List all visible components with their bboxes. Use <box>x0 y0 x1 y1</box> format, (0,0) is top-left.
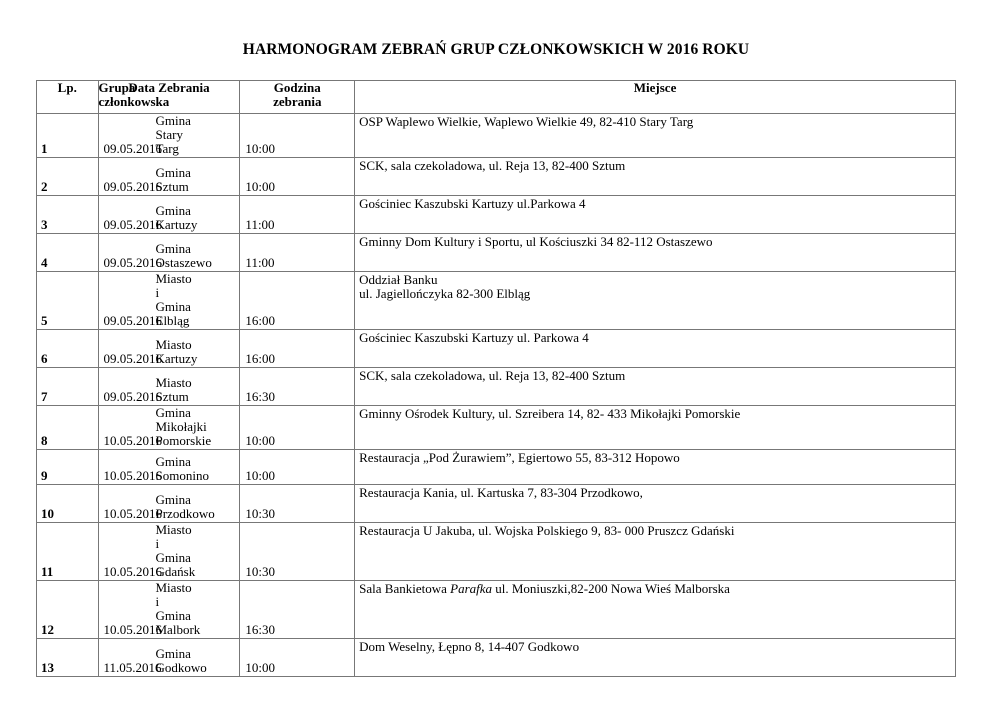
table-row: 12 Miasto i Gmina Malbork 10.05.2016 16:30 Sala Bankietowa Parafka ul. Moniuszki,82-200 Nowa Wieś Malborska <box>37 581 956 639</box>
cell-miejsce-line2: ul. Jagiellończyka 82-300 Elbląg <box>359 286 531 301</box>
cell-miejsce: Restauracja „Pod Żurawiem”, Egiertowo 55, 83-312 Hopowo <box>355 450 956 485</box>
cell-data: 09.05.2016 <box>98 272 240 330</box>
cell-miejsce: Restauracja U Jakuba, ul. Wojska Polskiego 9, 83- 000 Pruszcz Gdański <box>355 523 956 581</box>
cell-data: 09.05.2016 <box>98 234 240 272</box>
table-row: 4 Gmina Ostaszewo 09.05.2016 11:00 Gminny Dom Kultury i Sportu, ul Kościuszki 34 82-112 Ostaszewo <box>37 234 956 272</box>
table-row: 13 Gmina Godkowo 11.05.2016 10:00 Dom Weselny, Łępno 8, 14-407 Godkowo <box>37 639 956 677</box>
cell-godzina: 10:00 <box>240 406 355 450</box>
cell-data: 10.05.2016 <box>98 406 240 450</box>
cell-godzina: 10:00 <box>240 450 355 485</box>
cell-godzina: 10:30 <box>240 523 355 581</box>
table-row: 3 Gmina Kartuzy 09.05.2016 11:00 Gościniec Kaszubski Kartuzy ul.Parkowa 4 <box>37 196 956 234</box>
cell-lp: 1 <box>37 114 99 158</box>
cell-godzina: 10:30 <box>240 485 355 523</box>
meeting-schedule-table <box>36 80 956 677</box>
table-row: 7 Miasto Sztum 09.05.2016 16:30 SCK, sala czekoladowa, ul. Reja 13, 82-400 Sztum <box>37 368 956 406</box>
cell-miejsce-italic: Parafka <box>450 581 493 596</box>
table-header-row: Lp. Grupa członkowska Data Zebrania Godzina zebrania Miejsce <box>37 81 956 114</box>
cell-miejsce: SCK, sala czekoladowa, ul. Reja 13, 82-400 Sztum <box>355 368 956 406</box>
cell-lp: 4 <box>37 234 99 272</box>
table-row: 9 Gmina Somonino 10.05.2016 10:00 Restauracja „Pod Żurawiem”, Egiertowo 55, 83-312 Hopowo <box>37 450 956 485</box>
cell-lp: 13 <box>37 639 99 677</box>
cell-lp: 2 <box>37 158 99 196</box>
cell-lp: 10 <box>37 485 99 523</box>
table-row: 6 Miasto Kartuzy 09.05.2016 16:00 Gościniec Kaszubski Kartuzy ul. Parkowa 4 <box>37 330 956 368</box>
cell-godzina: 16:00 <box>240 272 355 330</box>
cell-lp: 5 <box>37 272 99 330</box>
document-title: HARMONOGRAM ZEBRAŃ GRUP CZŁONKOWSKICH W 2016 ROKU <box>242 41 750 58</box>
table-row: 10 Gmina Przodkowo 10.05.2016 10:30 Restauracja Kania, ul. Kartuska 7, 83-304 Przodkowo, <box>37 485 956 523</box>
cell-miejsce: Gminny Ośrodek Kultury, ul. Szreibera 14, 82- 433 Mikołajki Pomorskie <box>355 406 956 450</box>
cell-godzina: 10:00 <box>240 639 355 677</box>
cell-miejsce: Restauracja Kania, ul. Kartuska 7, 83-304 Przodkowo, <box>355 485 956 523</box>
cell-miejsce-text: Sala Bankietowa <box>359 581 451 596</box>
header-lp: Lp. <box>37 81 99 114</box>
cell-data: 10.05.2016 <box>98 485 240 523</box>
cell-miejsce: Gminny Dom Kultury i Sportu, ul Kościuszki 34 82-112 Ostaszewo <box>355 234 956 272</box>
cell-lp: 11 <box>37 523 99 581</box>
cell-data: 11.05.2016 <box>98 639 240 677</box>
table-row: 11 Miasto i Gmina Gdańsk 10.05.2016 10:30 Restauracja U Jakuba, ul. Wojska Polskiego 9, 83- 000 Pruszcz Gdański <box>37 523 956 581</box>
cell-miejsce: OSP Waplewo Wielkie, Waplewo Wielkie 49, 82-410 Stary Targ <box>355 114 956 158</box>
table-row: 5 Miasto i Gmina Elbląg 09.05.2016 16:00 Oddział Banku ul. Jagiellończyka 82-300 Elbląg <box>37 272 956 330</box>
cell-miejsce: Dom Weselny, Łępno 8, 14-407 Godkowo <box>355 639 956 677</box>
cell-lp: 3 <box>37 196 99 234</box>
cell-godzina: 10:00 <box>240 114 355 158</box>
cell-miejsce <box>355 272 956 330</box>
header-godzina-line1: Godzina <box>273 80 321 95</box>
cell-data: 09.05.2016 <box>98 330 240 368</box>
cell-data: 09.05.2016 <box>98 196 240 234</box>
cell-godzina: 16:00 <box>240 330 355 368</box>
cell-miejsce: Gościniec Kaszubski Kartuzy ul. Parkowa 4 <box>355 330 956 368</box>
cell-lp: 6 <box>37 330 99 368</box>
header-godzina <box>240 81 355 114</box>
cell-miejsce: Gościniec Kaszubski Kartuzy ul.Parkowa 4 <box>355 196 956 234</box>
cell-miejsce <box>355 581 956 639</box>
cell-data: 09.05.2016 <box>98 368 240 406</box>
cell-data: 10.05.2016 <box>98 523 240 581</box>
header-godzina-line2: zebrania <box>273 94 322 109</box>
cell-lp: 7 <box>37 368 99 406</box>
cell-miejsce-line1: Oddział Banku <box>359 272 438 287</box>
cell-data: 10.05.2016 <box>98 450 240 485</box>
table-row: 1 Gmina Stary Targ 09.05.2016 10:00 OSP Waplewo Wielkie, Waplewo Wielkie 49, 82-410 Stary Targ <box>37 114 956 158</box>
cell-godzina: 11:00 <box>240 234 355 272</box>
cell-lp: 12 <box>37 581 99 639</box>
cell-godzina: 16:30 <box>240 581 355 639</box>
cell-miejsce-text-after: ul. Moniuszki,82-200 Nowa Wieś Malborska <box>492 581 730 596</box>
cell-miejsce: SCK, sala czekoladowa, ul. Reja 13, 82-400 Sztum <box>355 158 956 196</box>
cell-data: 09.05.2016 <box>98 114 240 158</box>
cell-lp: 8 <box>37 406 99 450</box>
cell-data: 10.05.2016 <box>98 581 240 639</box>
cell-data: 09.05.2016 <box>98 158 240 196</box>
cell-lp: 9 <box>37 450 99 485</box>
table-row: 2 Gmina Sztum 09.05.2016 10:00 SCK, sala czekoladowa, ul. Reja 13, 82-400 Sztum <box>37 158 956 196</box>
header-data: Data Zebrania <box>98 81 240 114</box>
cell-godzina: 10:00 <box>240 158 355 196</box>
cell-godzina: 11:00 <box>240 196 355 234</box>
cell-godzina: 16:30 <box>240 368 355 406</box>
header-miejsce: Miejsce <box>355 81 956 114</box>
table-row: 8 Gmina Mikołajki Pomorskie 10.05.2016 10:00 Gminny Ośrodek Kultury, ul. Szreibera 14, 82- 433 Mikołajki Pomorskie <box>37 406 956 450</box>
